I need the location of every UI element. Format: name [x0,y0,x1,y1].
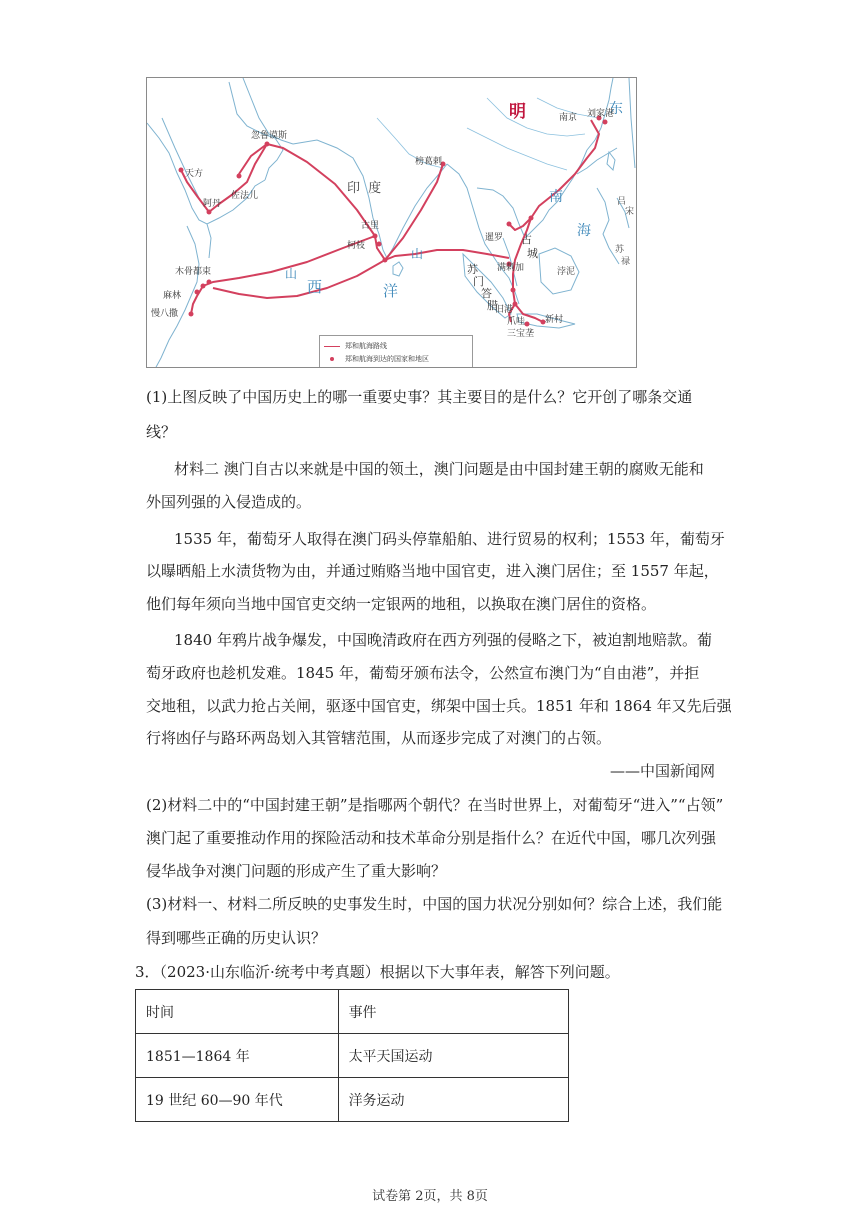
material-2-p3-line-3: 交地租，以武力抢占关闸，驱逐中国官吏，绑架中国士兵。1851 年和 1864 年又先后强 [146,697,732,715]
question-2-line-1: (2)材料二中的“中国封建王朝”是指哪两个朝代？在当时世界上，对葡萄牙“进入”“占领” [146,796,724,814]
question-1-line-2: 线？ [146,423,177,441]
place-sanbaolong: 三宝垄 [507,329,535,339]
table-row [136,1034,569,1078]
material-2-p3-line-1: 1840 年鸦片战争爆发，中国晚清政府在西方列强的侵略之下，被迫割地赔款。葡 [174,631,712,649]
material-2-p2-line-3: 他们每年须向当地中国官吏交纳一定银两的地租，以换取在澳门居住的资格。 [146,595,657,613]
place-hormuz: 忽鲁谟斯 [251,131,288,141]
place-zhancheng-1: 占 [521,233,532,246]
place-tianfang: 天方 [185,169,204,179]
question-2-line-3: 侵华战争对澳门问题的形成产生了重大影响？ [146,862,447,880]
table-cell-time: 19 世纪 60—90 年代 [136,1078,339,1122]
question-3-line-1: (3)材料一、材料二所反映的史事发生时，中国的国力状况分别如何？综合上述，我们能 [146,895,723,913]
place-zhuawa: 爪哇 [507,317,526,327]
place-manlajia: 满剌加 [497,263,525,273]
legend-stops [324,354,429,364]
table-cell-time: 1851—1864 年 [136,1034,339,1078]
map-legend [319,335,473,368]
material-2-p1-line-1: 材料二 澳门自古以来就是中国的领土，澳门问题是由中国封建王朝的腐败无能和 [174,460,704,478]
sea-label-yang: 洋 [383,282,399,300]
table-header-time: 时间 [136,990,339,1034]
place-manbasa: 慢八撒 [151,309,179,319]
events-table [135,989,569,1122]
place-kezhi: 柯枝 [347,241,366,251]
table-cell-event: 太平天国运动 [338,1034,568,1078]
table-cell-event: 洋务运动 [338,1078,568,1122]
material-2-source: ——中国新闻网 [609,762,715,780]
place-xincun: 新村 [545,315,564,325]
legend-route [324,341,387,351]
place-liujiagang: 刘家港 [587,109,615,119]
region-label-lu: 吕 [617,197,627,207]
legend-stops-label: 郑和航海到达的国家和地区 [345,355,429,363]
zheng-he-voyage-map [146,77,637,368]
sea-label-hai: 海 [577,223,591,239]
ceylon-label: 山 [411,247,424,261]
place-sumenda-3: 答 [481,287,492,300]
stop-dot-icon [330,357,334,361]
place-mugudushu: 木骨都束 [175,267,212,277]
material-2-p2-line-2: 以曝晒船上水渍货物为由，并通过贿赂当地中国官吏，进入澳门居住；至 1557 年起， [146,562,719,580]
material-2-p3-line-4: 行将凼仔与路环两岛划入其管辖范围，从而逐步完成了对澳门的占领。 [146,729,612,747]
material-2-p3-line-2: 萄牙政府也趁机发难。1845 年，葡萄牙颁布法令，公然宣布澳门为“自由港”，并拒 [146,664,700,682]
table-header-event: 事件 [338,990,568,1034]
item-3-intro: 3．（2023·山东临沂·统考中考真题）根据以下大事年表，解答下列问题。 [135,963,620,981]
material-2-p2-line-1: 1535 年，葡萄牙人取得在澳门码头停靠船舶、进行贸易的权利；1553 年，葡萄牙 [174,530,725,548]
place-guli: 古里 [361,221,380,231]
region-label-lu2: 禄 [621,257,631,267]
place-malin: 麻林 [163,291,182,301]
question-3-line-2: 得到哪些正确的历史认识？ [146,929,327,947]
sea-label-east: 东 [609,101,623,117]
place-nanjing: 南京 [559,113,578,123]
region-label-song: 宋 [625,207,635,217]
region-label-su: 苏 [615,245,625,255]
table-row [136,1078,569,1122]
region-label-ming: 明 [509,102,526,122]
place-jiugang: 旧港 [495,305,514,315]
legend-route-label: 郑和航海路线 [345,342,387,350]
sea-label-nan: 南 [549,189,563,205]
place-sumenda-4: 腊 [487,299,498,312]
place-sumenda-1: 苏 [467,263,478,276]
place-xianluo: 暹罗 [485,233,504,243]
material-2-p1-line-2: 外国列强的入侵造成的。 [146,493,312,511]
table-header-row [136,990,569,1034]
sea-label-west: 西 [307,278,323,296]
region-label-boni: 浡泥 [557,267,576,277]
route-line-icon [324,346,340,347]
place-zufaer: 佐法儿 [231,191,259,201]
place-zhancheng-2: 城 [527,247,538,260]
arabian-sea-label: 山 [285,267,298,281]
region-label-india: 印 度 [347,181,384,196]
place-adan: 阿丹 [203,199,222,209]
place-bangala: 榜葛剌 [415,157,443,167]
question-1-line-1: (1)上图反映了中国历史上的哪一重要史事？其主要目的是什么？它开创了哪条交通 [146,388,693,406]
place-sumenda-2: 门 [473,275,484,288]
question-2-line-2: 澳门起了重要推动作用的探险活动和技术革命分别是指什么？在近代中国，哪几次列强 [146,829,717,847]
page-footer: 试卷第 2页，共 8页 [372,1189,488,1204]
